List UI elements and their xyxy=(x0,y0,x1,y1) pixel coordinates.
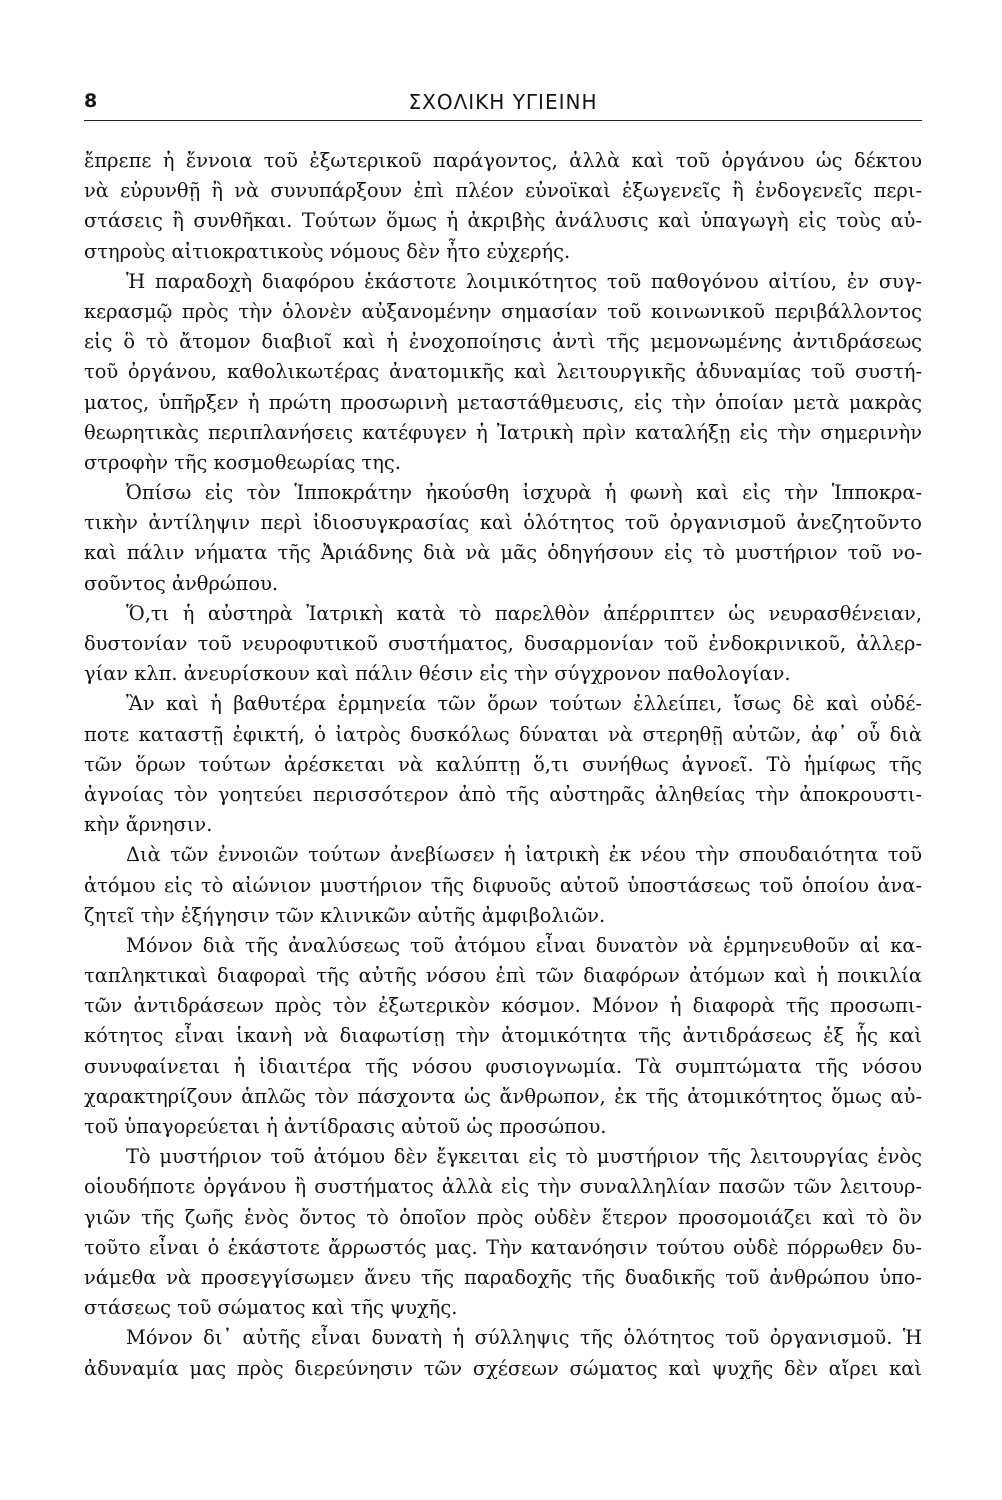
text-line: θεωρητικὰς περιπλανήσεις κατέφυγεν ἡ Ἰατρικὴ πρὶν καταλήξῃ εἰς τὴν σημερινὴν xyxy=(84,420,922,444)
body-text xyxy=(84,146,922,1384)
header-rule xyxy=(84,120,922,121)
text-line: δυστονίαν τοῦ νευροφυτικοῦ συστήματος, δυσαρμονίαν τοῦ ἐνδοκρινικοῦ, ἀλλερ- xyxy=(84,632,922,655)
text-line: στάσεως τοῦ σώματος καὶ τῆς ψυχῆς. xyxy=(84,1296,458,1320)
paragraph xyxy=(84,599,922,690)
text-line: νὰ εὐρυνθῇ ἢ νὰ συνυπάρξουν ἐπὶ πλέον εὐνοϊκαὶ ἐξωγενεῖς ἢ ἐνδογενεῖς περι- xyxy=(84,179,922,203)
text-line: Ἂν καὶ ἡ βαθυτέρα ἑρμηνεία τῶν ὅρων τούτων ἐλλείπει, ἴσως δὲ καὶ οὐδέ- xyxy=(126,692,922,716)
text-line: οἱουδήποτε ὀργάνου ἢ συστήματος ἀλλὰ εἰς τὴν συναλληλίαν πασῶν τῶν λειτουρ- xyxy=(84,1175,922,1199)
running-title: ΣΧΟΛΙΚΗ ΥΓΙΕΙΝΗ xyxy=(408,90,598,114)
text-line: Διὰ τῶν ἐννοιῶν τούτων ἀνεβίωσεν ἡ ἰατρικὴ ἐκ νέου τὴν σπουδαιότητα τοῦ xyxy=(126,843,922,867)
page-header xyxy=(84,84,922,118)
text-line: ματος, ὑπῆρξεν ἡ πρώτη προσωρινὴ μεταστάθμευσις, εἰς τὴν ὁποίαν μετὰ μακρὰς xyxy=(84,390,922,414)
paragraph xyxy=(84,931,922,1142)
page-number: 8 xyxy=(84,90,98,112)
text-line: τικὴν ἀντίληψιν περὶ ἰδιοσυγκρασίας καὶ ὁλότητος τοῦ ὀργανισμοῦ ἀνεζητοῦντο xyxy=(84,511,922,535)
text-line: στηροὺς αἰτιοκρατικοὺς νόμους δὲν ἦτο εὐχερής. xyxy=(84,239,571,263)
text-line: ποτε καταστῇ ἐφικτή, ὁ ἰατρὸς δυσκόλως δύναται νὰ στερηθῇ αὐτῶν, ἀφ᾽ οὗ διὰ xyxy=(84,722,922,746)
paragraph xyxy=(84,267,922,478)
text-line: τῶν ὅρων τούτων ἀρέσκεται νὰ καλύπτῃ ὅ,τι συνήθως ἀγνοεῖ. Τὸ ἡμίφως τῆς xyxy=(84,752,922,776)
text-line: εἰς ὃ τὸ ἄτομον διαβιοῖ καὶ ἡ ἐνοχοποίησις ἀντὶ τῆς μεμονωμένης ἀντιδράσεως xyxy=(84,330,922,354)
text-line: ἀδυναμία μας πρὸς διερεύνησιν τῶν σχέσεων σώματος καὶ ψυχῆς δὲν αἴρει καὶ xyxy=(84,1356,922,1380)
text-line: κερασμῷ πρὸς τὴν ὁλονὲν αὐξανομένην σημασίαν τοῦ κοινωνικοῦ περιβάλλοντος xyxy=(84,299,922,323)
text-line: συνυφαίνεται ἡ ἰδιαιτέρα τῆς νόσου φυσιογνωμία. Τὰ συμπτώματα τῆς νόσου xyxy=(84,1054,922,1078)
text-line: ζητεῖ τὴν ἐξήγησιν τῶν κλινικῶν αὐτῆς ἀμφιβολιῶν. xyxy=(84,903,606,927)
text-line: στάσεις ἢ συνθῆκαι. Τούτων ὅμως ἡ ἀκριβὴς ἀνάλυσις καὶ ὑπαγωγὴ εἰς τοὺς αὐ- xyxy=(84,209,922,233)
text-line: τοῦ ὀργάνου, καθολικωτέρας ἀνατομικῆς καὶ λειτουργικῆς ἀδυναμίας τοῦ συστή- xyxy=(84,360,922,384)
text-line: κὴν ἄρνησιν. xyxy=(84,813,213,837)
text-line: τῶν ἀντιδράσεων πρὸς τὸν ἐξωτερικὸν κόσμον. Μόνον ἡ διαφορὰ τῆς προσωπι- xyxy=(84,994,922,1018)
text-line: γιῶν τῆς ζωῆς ἑνὸς ὄντος τὸ ὁποῖον πρὸς οὐδὲν ἕτερον προσομοιάζει καὶ τὸ ὂν xyxy=(84,1205,922,1229)
paragraph xyxy=(84,1142,922,1323)
text-line: τοῦ ὑπαγορεύεται ἡ ἀντίδρασις αὐτοῦ ὡς προσώπου. xyxy=(84,1115,607,1138)
text-line: Μόνον δι᾽ αὐτῆς εἶναι δυνατὴ ἡ σύλληψις τῆς ὁλότητος τοῦ ὀργανισμοῦ. Ἡ xyxy=(126,1326,922,1350)
text-line: στροφὴν τῆς κοσμοθεωρίας της. xyxy=(84,450,401,474)
text-line: γίαν κλπ. ἀνευρίσκουν καὶ πάλιν θέσιν εἰς τὴν σύγχρονον παθολογίαν. xyxy=(84,662,791,686)
text-line: ἔπρεπε ἡ ἔννοια τοῦ ἐξωτερικοῦ παράγοντος, ἀλλὰ καὶ τοῦ ὀργάνου ὡς δέκτου xyxy=(84,149,922,172)
paragraph xyxy=(84,689,922,840)
text-line: Ἡ παραδοχὴ διαφόρου ἑκάστοτε λοιμικότητος τοῦ παθογόνου αἰτίου, ἐν συγ- xyxy=(126,269,922,293)
paragraph xyxy=(84,478,922,599)
text-line: Ὅ,τι ἡ αὐστηρὰ Ἰατρικὴ κατὰ τὸ παρελθὸν ἀπέρριπτεν ὡς νευρασθένειαν, xyxy=(126,601,922,625)
text-line: χαρακτηρίζουν ἁπλῶς τὸν πάσχοντα ὡς ἄνθρωπον, ἐκ τῆς ἀτομικότητος ὅμως αὐ- xyxy=(84,1084,922,1108)
text-line: Ὀπίσω εἰς τὸν Ἱπποκράτην ἠκούσθη ἰσχυρὰ ἡ φωνὴ καὶ εἰς τὴν Ἱπποκρα- xyxy=(126,481,922,505)
text-line: καὶ πάλιν νήματα τῆς Ἀριάδνης διὰ νὰ μᾶς ὁδηγήσουν εἰς τὸ μυστήριον τοῦ νο- xyxy=(84,541,922,565)
text-line: ἀτόμου εἰς τὸ αἰώνιον μυστήριον τῆς διφυοῦς αὐτοῦ ὑποστάσεως τοῦ ὁποίου ἀνα- xyxy=(84,873,922,897)
text-line: κότητος εἶναι ἱκανὴ νὰ διαφωτίσῃ τὴν ἀτομικότητα τῆς ἀντιδράσεως ἐξ ἧς καὶ xyxy=(84,1024,922,1048)
text-line: Μόνον διὰ τῆς ἀναλύσεως τοῦ ἀτόμου εἶναι δυνατὸν νὰ ἑρμηνευθοῦν αἱ κα- xyxy=(126,933,922,957)
text-line: τοῦτο εἶναι ὁ ἑκάστοτε ἄρρωστός μας. Τὴν κατανόησιν τούτου οὐδὲ πόρρωθεν δυ- xyxy=(84,1235,922,1259)
text-line: νάμεθα νὰ προσεγγίσωμεν ἄνευ τῆς παραδοχῆς τῆς δυαδικῆς τοῦ ἀνθρώπου ὑπο- xyxy=(84,1265,922,1289)
text-line: σοῦντος ἀνθρώπου. xyxy=(84,571,279,595)
paragraph xyxy=(84,840,922,931)
text-line: ταπληκτικαὶ διαφοραὶ τῆς αὐτῆς νόσου ἐπὶ τῶν διαφόρων ἀτόμων καὶ ἡ ποικιλία xyxy=(84,964,922,988)
paragraph xyxy=(84,1323,922,1383)
text-line: ἀγνοίας τὸν γοητεύει περισσότερον ἀπὸ τῆς αὐστηρᾶς ἀληθείας τὴν ἀποκρουστι- xyxy=(84,782,922,806)
text-line: Τὸ μυστήριον τοῦ ἀτόμου δὲν ἔγκειται εἰς τὸ μυστήριον τῆς λειτουργίας ἑνὸς xyxy=(126,1145,922,1169)
paragraph xyxy=(84,146,922,267)
